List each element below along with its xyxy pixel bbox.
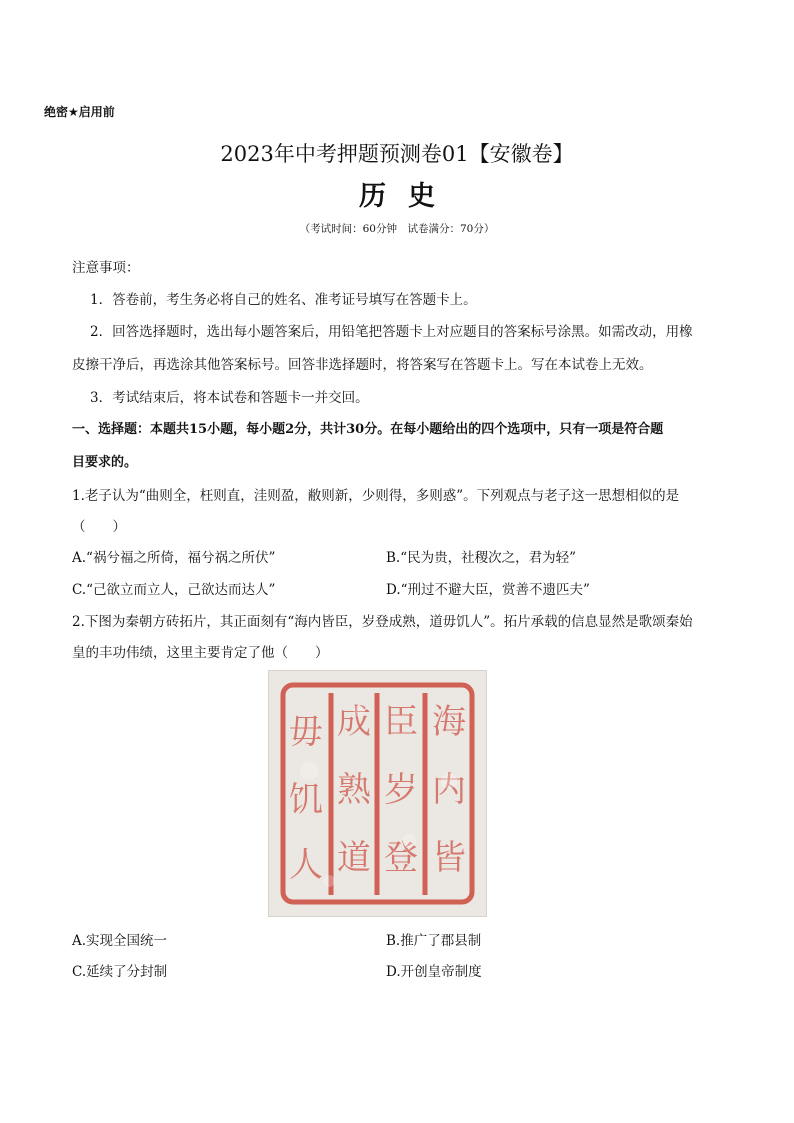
seal-rubbing-svg bbox=[269, 671, 486, 916]
seal-char: 皆 bbox=[432, 838, 466, 878]
seal-char: 人 bbox=[289, 845, 323, 885]
seal-char: 登 bbox=[384, 838, 418, 878]
section-heading-line-1: 一、选择题：本题共15小题，每小题2分，共计30分。在每小题给出的四个选项中，只有一项是符合题 bbox=[72, 422, 664, 437]
seal-char: 臣 bbox=[384, 702, 418, 742]
note-item-1: 1．答卷前，考生务必将自己的姓名、准考证号填写在答题卡上。 bbox=[90, 292, 477, 308]
seal-char: 道 bbox=[337, 838, 371, 878]
note-item-2-line-1: 2．回答选择题时，选出每小题答案后，用铅笔把答题卡上对应题目的答案标号涂黑。如需改动，用橡 bbox=[90, 324, 693, 340]
question-2-option-d: D.开创皇帝制度 bbox=[386, 964, 482, 980]
note-item-2-line-2: 皮擦干净后，再选涂其他答案标号。回答非选择题时，将答案写在答题卡上。写在本试卷上无效。 bbox=[72, 357, 653, 373]
note-item-3: 3．考试结束后，将本试卷和答题卡一并交回。 bbox=[90, 390, 369, 406]
question-2-option-b: B.推广了郡县制 bbox=[386, 933, 482, 949]
seal-char: 岁 bbox=[384, 770, 418, 810]
seal-char: 成 bbox=[337, 702, 371, 742]
seal-char: 内 bbox=[432, 770, 466, 810]
section-heading-line-2: 目要求的。 bbox=[72, 455, 138, 470]
secret-mark: 绝密★启用前 bbox=[44, 105, 115, 119]
question-1-option-d: D.“刑过不避大臣，赏善不遗匹夫” bbox=[386, 582, 590, 598]
question-2-stem-line-1: 2.下图为秦朝方砖拓片，其正面刻有“海内皆臣，岁登成熟，道毋饥人”。拓片承载的信息显然是歌颂秦始 bbox=[72, 614, 693, 630]
subject-title: 历史 bbox=[359, 181, 457, 212]
exam-info: （考试时间：60分钟 试卷满分：70分） bbox=[299, 223, 495, 235]
question-1-stem-line-2: （ ） bbox=[72, 519, 126, 535]
notes-heading: 注意事项： bbox=[72, 260, 140, 276]
question-2-option-a: A.实现全国统一 bbox=[72, 933, 168, 949]
question-2-option-c: C.延续了分封制 bbox=[72, 964, 168, 980]
seal-char: 毋 bbox=[289, 712, 323, 752]
seal-char: 饥 bbox=[289, 780, 323, 820]
question-1-option-c: C.“己欲立而立人，己欲达而达人” bbox=[72, 582, 276, 598]
question-2-stem-line-2: 皇的丰功伟绩，这里主要肯定了他（ ） bbox=[72, 645, 329, 661]
seal-char: 海 bbox=[432, 702, 466, 742]
page-title: 2023年中考押题预测卷01【安徽卷】 bbox=[220, 142, 574, 166]
seal-char: 熟 bbox=[337, 770, 371, 810]
question-1-option-b: B.“民为贵，社稷次之，君为轻” bbox=[386, 550, 577, 566]
question-1-stem-line-1: 1.老子认为“曲则全，枉则直，洼则盈，敝则新，少则得，多则惑”。下列观点与老子这一思想相似的是 bbox=[72, 488, 680, 504]
question-1-option-a: A.“祸兮福之所倚，福兮祸之所伏” bbox=[72, 550, 276, 566]
seal-rubbing-image bbox=[268, 670, 487, 917]
